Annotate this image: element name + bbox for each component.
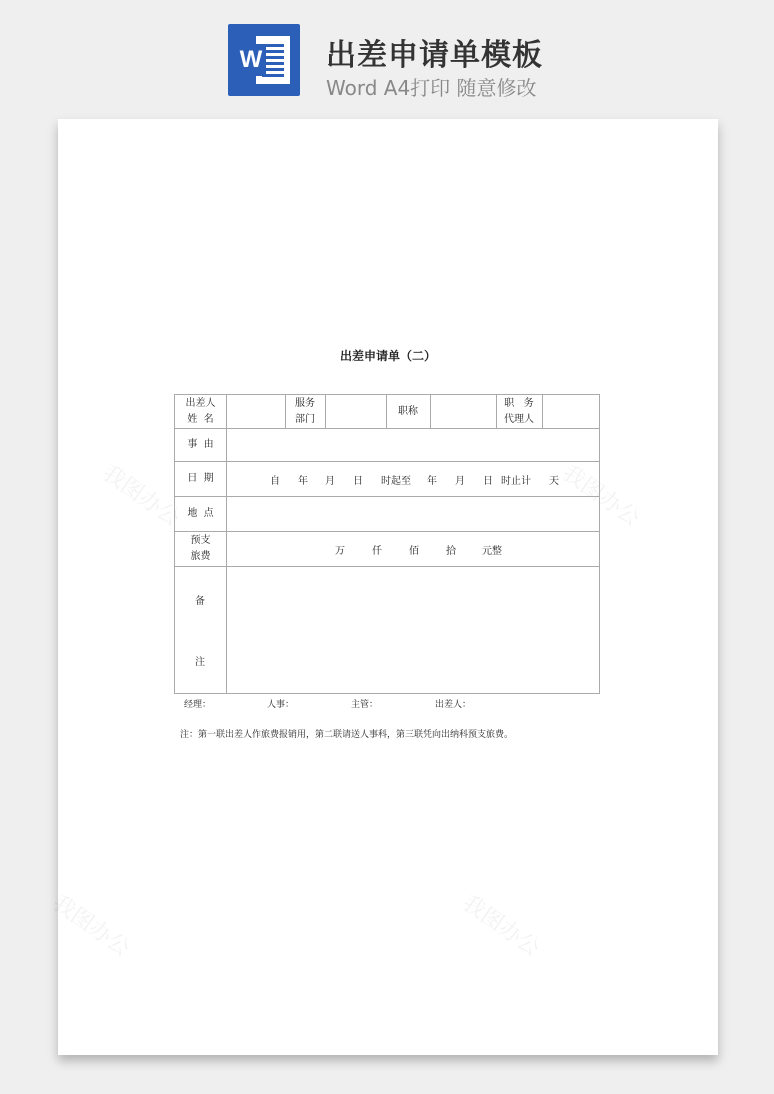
amount-unit: 元整 [482,546,502,557]
header-title: 出差申请单模板 [326,38,543,73]
amount-unit: 佰 [409,546,419,557]
document-title: 出差申请单（二） [339,349,436,363]
word-letter-badge: W [236,44,266,76]
amount-unit: 万 [335,546,345,557]
place-field[interactable] [227,497,599,531]
date-part: 日 [483,476,493,487]
traveler-name-label: 出差人 姓 名 [185,397,216,425]
date-label: 日 期 [187,473,214,484]
date-field[interactable] [227,462,599,496]
date-part: 天 [549,476,559,487]
supervisor-signature-label: 主管： [351,700,379,710]
duty-agent-field[interactable] [543,395,599,428]
footnote: 注：第一联出差人作旅费报销用，第二联请送人事科，第三联凭向出纳科预支旅费。 [180,730,514,740]
watermark: 我图办公 [97,460,185,532]
word-document-icon [228,24,300,96]
remarks-label: 注 [195,657,205,668]
manager-signature-label: 经理： [184,700,212,710]
date-part: 自 [270,476,280,487]
job-title-label: 职称 [398,405,418,417]
remarks-field[interactable] [227,567,599,693]
job-title-field[interactable] [431,395,496,428]
header-subtitle: Word A4打印 随意修改 [326,76,537,100]
document-page [47,119,718,1055]
advance-fee-label: 预支 旅费 [190,535,211,562]
date-part: 年 [427,476,437,487]
date-part: 时起至 [381,476,411,487]
date-part: 时止计 [501,476,531,487]
traveler-signature-label: 出差人： [435,700,472,710]
amount-unit: 拾 [446,546,456,557]
traveler-name-field[interactable] [227,395,285,428]
department-label: 服务 部门 [295,397,315,425]
department-field[interactable] [326,395,386,428]
watermark: 我图办公 [457,890,545,962]
place-label: 地 点 [187,508,214,519]
date-part: 月 [325,476,335,487]
reason-label: 事 由 [187,439,214,450]
template-header [0,0,774,110]
hr-signature-label: 人事： [267,700,295,710]
date-part: 日 [353,476,363,487]
date-part: 月 [455,476,465,487]
reason-field[interactable] [227,429,599,461]
amount-unit: 仟 [372,546,382,557]
remarks-label: 备 [195,596,205,607]
watermark: 我图办公 [47,890,135,962]
duty-agent-label: 职 务 代理人 [504,397,534,425]
date-part: 年 [298,476,308,487]
watermark: 我图办公 [557,460,645,532]
travel-request-table [174,394,600,694]
